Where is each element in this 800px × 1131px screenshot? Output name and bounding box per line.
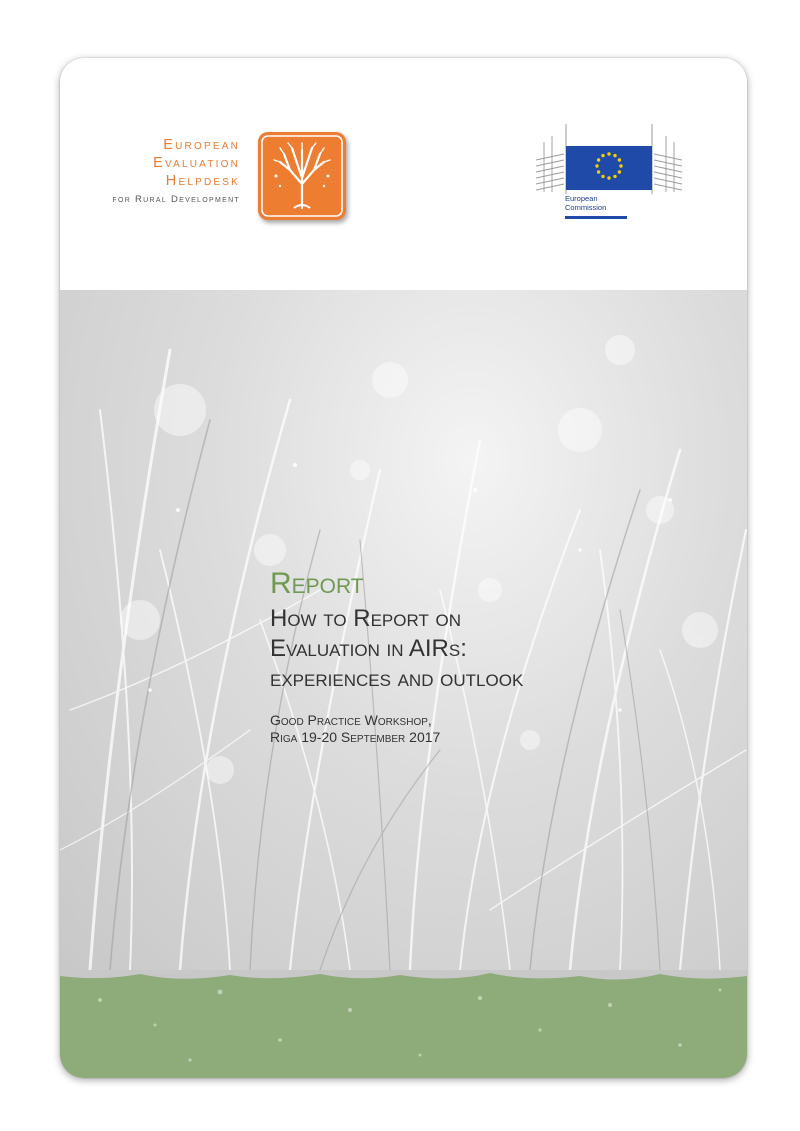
ec-logo: [536, 120, 682, 220]
ec-label-line-2: Commission: [565, 202, 607, 212]
subtitle-line-1: Good Practice Workshop,: [270, 712, 432, 728]
title-line-1: How to Report on: [270, 605, 461, 632]
eeh-name-line-1: European: [163, 137, 240, 153]
green-footer-band: [60, 970, 747, 1078]
ec-label-line-1: European: [565, 194, 598, 203]
ec-underline: [565, 216, 627, 219]
title-line-3: experiences and outlook: [270, 665, 524, 692]
eeh-tagline: for Rural Development: [112, 194, 240, 205]
cover-header: [60, 58, 747, 290]
eeh-wordmark: [112, 136, 240, 205]
cover-title-block: [270, 566, 730, 746]
ec-label: [565, 195, 606, 212]
document-type-label: Report: [270, 567, 364, 600]
subtitle-line-2: Riga 19-20 September 2017: [270, 729, 441, 745]
tree-icon: [258, 132, 346, 220]
eeh-name-line-3: Helpdesk: [165, 173, 240, 189]
eeh-name-line-2: Evaluation: [153, 155, 240, 171]
title-line-2: Evaluation in AIRs:: [270, 635, 467, 662]
report-cover: [60, 58, 747, 1078]
